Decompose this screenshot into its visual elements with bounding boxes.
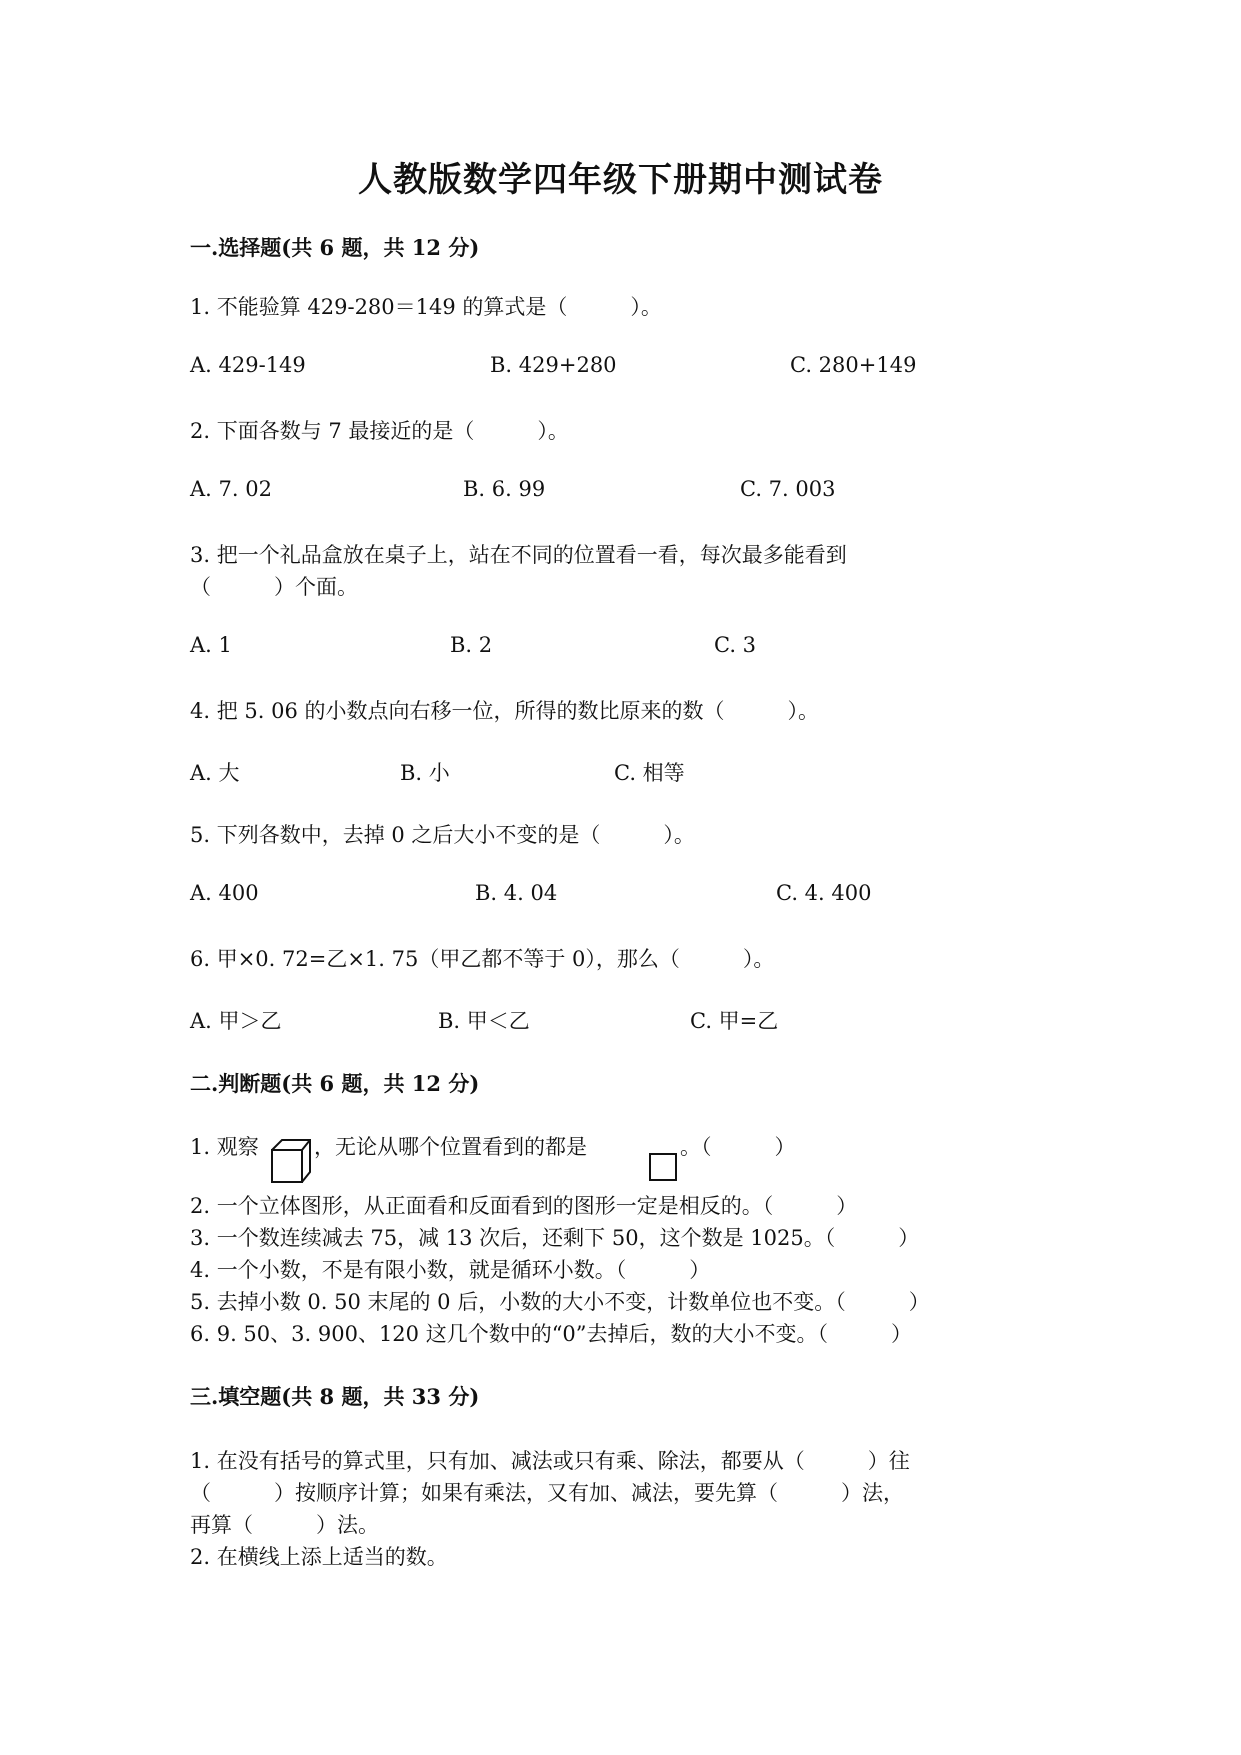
judgement-6: 6. 9. 50、3. 900、120 这几个数中的“0”去掉后，数的大小不变。（ ） bbox=[190, 1322, 913, 1346]
question-1-2: 2. 下面各数与 7 最接近的是（ ）。 bbox=[190, 419, 569, 443]
option-1-4-c: C. 相等 bbox=[614, 761, 685, 785]
option-1-1-b: B. 429+280 bbox=[490, 353, 617, 377]
question-1-4: 4. 把 5. 06 的小数点向右移一位，所得的数比原来的数（ ）。 bbox=[190, 699, 819, 723]
option-1-6-b: B. 甲＜乙 bbox=[438, 1009, 530, 1033]
option-1-6-c: C. 甲=乙 bbox=[690, 1009, 779, 1033]
judgement-1-part3: 。（ ） bbox=[680, 1135, 796, 1159]
page-title: 人教版数学四年级下册期中测试卷 bbox=[358, 160, 883, 200]
fill-in-1-line3: 再算（ ）法。 bbox=[190, 1513, 379, 1537]
judgement-2: 2. 一个立体图形，从正面看和反面看到的图形一定是相反的。（ ） bbox=[190, 1194, 858, 1218]
option-1-5-a: A. 400 bbox=[190, 881, 259, 905]
section-heading-judgement: 二.判断题(共 6 题，共 12 分) bbox=[190, 1071, 480, 1096]
judgement-1-part1: 1. 观察 bbox=[190, 1135, 259, 1159]
option-1-4-a: A. 大 bbox=[190, 761, 240, 785]
question-1-6: 6. 甲×0. 72=乙×1. 75（甲乙都不等于 0），那么（ ）。 bbox=[190, 947, 775, 971]
option-1-2-c: C. 7. 003 bbox=[740, 477, 836, 501]
option-1-2-a: A. 7. 02 bbox=[190, 477, 272, 501]
square-icon bbox=[648, 1152, 678, 1182]
option-1-1-c: C. 280+149 bbox=[790, 353, 917, 377]
fill-in-2: 2. 在横线上添上适当的数。 bbox=[190, 1545, 448, 1569]
fill-in-1-line1: 1. 在没有括号的算式里，只有加、减法或只有乘、除法，都要从（ ）往 bbox=[190, 1449, 910, 1473]
cube-icon bbox=[270, 1138, 312, 1184]
judgement-3: 3. 一个数连续减去 75，减 13 次后，还剩下 50，这个数是 1025。（ ） bbox=[190, 1226, 920, 1250]
question-1-5: 5. 下列各数中，去掉 0 之后大小不变的是（ ）。 bbox=[190, 823, 695, 847]
section-heading-fill-in: 三.填空题(共 8 题，共 33 分) bbox=[190, 1384, 480, 1409]
option-1-6-a: A. 甲＞乙 bbox=[190, 1009, 282, 1033]
option-1-1-a: A. 429-149 bbox=[190, 353, 306, 377]
question-1-3-line1: 3. 把一个礼品盒放在桌子上，站在不同的位置看一看，每次最多能看到 bbox=[190, 543, 847, 567]
section-heading-choice: 一.选择题(共 6 题，共 12 分) bbox=[190, 235, 480, 260]
option-1-5-b: B. 4. 04 bbox=[475, 881, 558, 905]
fill-in-1-line2: （ ）按顺序计算；如果有乘法，又有加、减法，要先算（ ）法， bbox=[190, 1481, 904, 1505]
judgement-1-part2: ，无论从哪个位置看到的都是 bbox=[314, 1135, 587, 1159]
judgement-5: 5. 去掉小数 0. 50 末尾的 0 后，小数的大小不变，计数单位也不变。（ ） bbox=[190, 1290, 930, 1314]
option-1-4-b: B. 小 bbox=[400, 761, 450, 785]
question-1-3-line2: （ ）个面。 bbox=[190, 575, 358, 599]
option-1-2-b: B. 6. 99 bbox=[463, 477, 546, 501]
judgement-4: 4. 一个小数，不是有限小数，就是循环小数。（ ） bbox=[190, 1258, 711, 1282]
option-1-5-c: C. 4. 400 bbox=[776, 881, 872, 905]
option-1-3-a: A. 1 bbox=[190, 633, 232, 657]
question-1-1: 1. 不能验算 429-280＝149 的算式是（ ）。 bbox=[190, 295, 662, 319]
option-1-3-c: C. 3 bbox=[714, 633, 757, 657]
option-1-3-b: B. 2 bbox=[450, 633, 493, 657]
